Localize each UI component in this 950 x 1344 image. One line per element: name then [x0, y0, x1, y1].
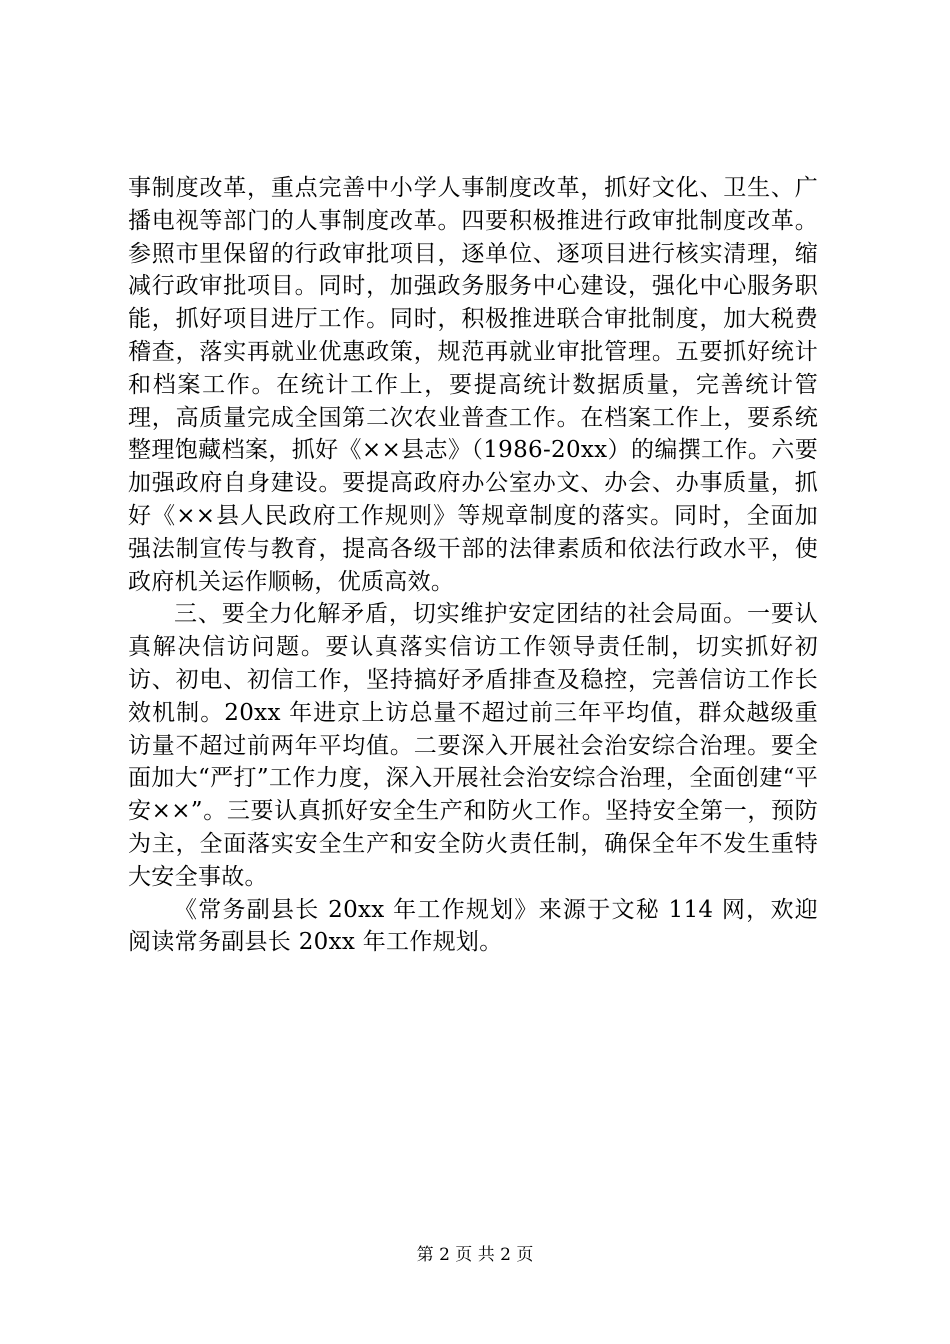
page-footer: 第 2 页 共 2 页: [416, 1245, 534, 1265]
paragraph-source-note: 《常务副县长 20xx 年工作规划》来源于文秘 114 网，欢迎阅读常务副县长 20xx 年工作规划。: [128, 896, 818, 956]
paragraph-continuation: 事制度改革，重点完善中小学人事制度改革，抓好文化、卫生、广播电视等部门的人事制度改革。四要积极推进行政审批制度改革。参照市里保留的行政审批项目，逐单位、逐项目进行核实清理，缩减行政审批项目。同时，加强政务服务中心建设，强化中心服务职能，抓好项目进厅工作。同时，积极推进联合审批制度，加大税费稽查，落实再就业优惠政策，规范再就业审批管理。五要抓好统计和档案工作。在统计工作上，要提高统计数据质量，完善统计管理，高质量完成全国第二次农业普查工作。在档案工作上，要系统整理饱藏档案，抓好《××县志》（1986-20xx）的编撰工作。六要加强政府自身建设。要提高政府办公室办文、办会、办事质量，抓好《××县人民政府工作规则》等规章制度的落实。同时，全面加强法制宣传与教育，提高各级干部的法律素质和依法行政水平，使政府机关运作顺畅，优质高效。: [128, 175, 818, 595]
document-body: [128, 172, 818, 959]
paragraph-section-three: 三、要全力化解矛盾，切实维护安定团结的社会局面。一要认真解决信访问题。要认真落实信访工作领导责任制，切实抓好初访、初电、初信工作，坚持搞好矛盾排查及稳控，完善信访工作长效机制。20xx 年进京上访总量不超过前三年平均值，群众越级重访量不超过前两年平均值。二要深入开展社会治安综合治理。要全面加大“严打”工作力度，深入开展社会治安综合治理，全面创建“平安××”。三要认真抓好安全生产和防火工作。坚持安全第一，预防为主，全面落实安全生产和安全防火责任制，确保全年不发生重特大安全事故。: [128, 601, 818, 890]
